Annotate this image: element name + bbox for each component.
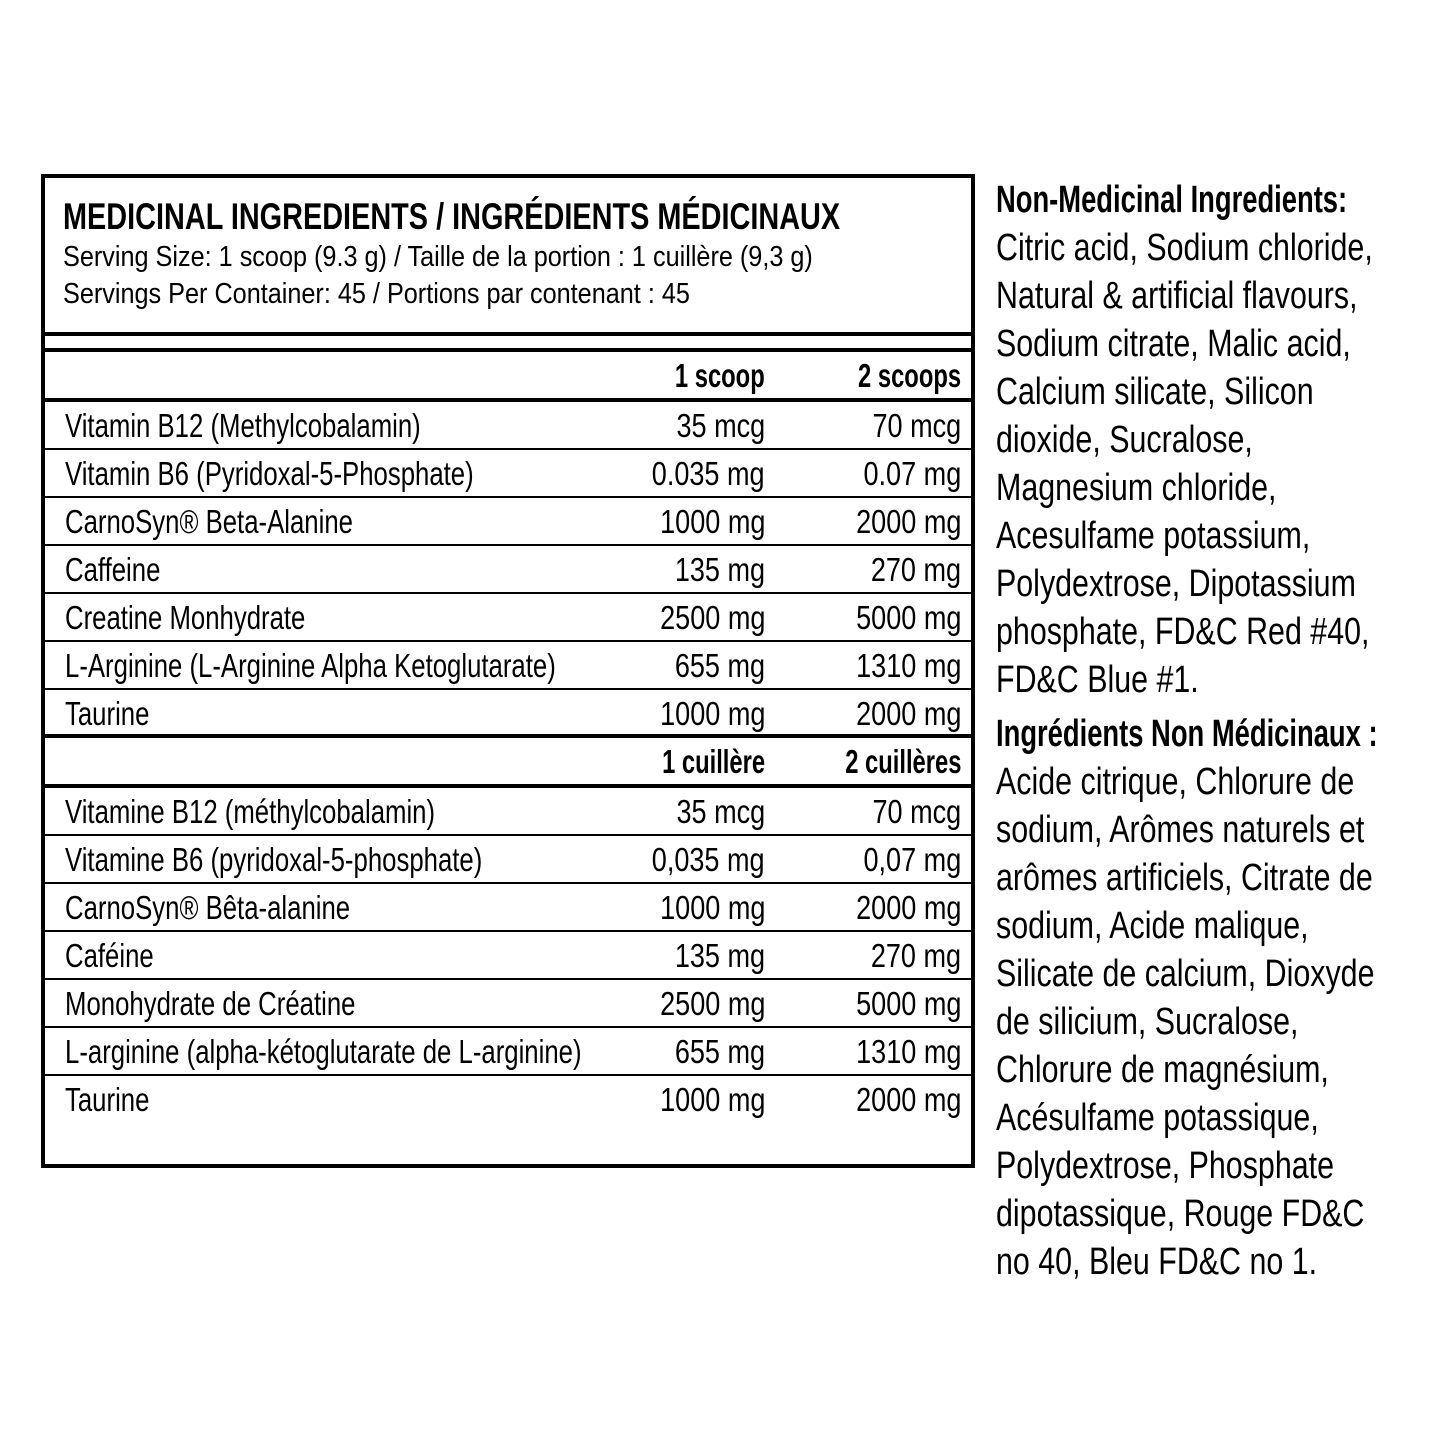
amount-per-1: 1000 mg [659, 1081, 765, 1118]
column-1-scoop: 1 scoop [675, 357, 765, 394]
table-row [45, 788, 971, 836]
ingredient-name: Monohydrate de Créatine [65, 985, 356, 1022]
ingredient-name: L-Arginine (L-Arginine Alpha Ketoglutarate) [65, 647, 556, 684]
amount-per-1: 1000 mg [659, 889, 765, 926]
amount-per-2: 270 mg [870, 937, 961, 974]
table-row [45, 594, 971, 642]
ingredient-name: Caffeine [65, 551, 161, 588]
column-1-cuillere: 1 cuillère [661, 743, 765, 780]
ingredient-name: CarnoSyn® Beta-Alanine [65, 503, 353, 540]
amount-per-1: 0,035 mg [652, 841, 765, 878]
amount-per-2: 0,07 mg [863, 841, 961, 878]
ingredient-name: Vitamin B12 (Methylcobalamin) [65, 407, 421, 444]
amount-per-1: 1000 mg [659, 503, 765, 540]
amount-per-1: 655 mg [674, 647, 765, 684]
amount-per-2: 2000 mg [855, 695, 961, 732]
serving-size: Serving Size: 1 scoop (9.3 g) / Taille de la portion : 1 cuillère (9,3 g) [63, 241, 813, 273]
amount-per-1: 1000 mg [659, 695, 765, 732]
ingredient-name: Caféine [65, 937, 154, 974]
servings-per-container: Servings Per Container: 45 / Portions par contenant : 45 [63, 278, 690, 310]
amount-per-2: 0.07 mg [863, 455, 961, 492]
amount-per-1: 2500 mg [659, 599, 765, 636]
ingredient-name: CarnoSyn® Bêta-alanine [65, 889, 351, 926]
table-row [45, 546, 971, 594]
column-2-scoops: 2 scoops [857, 357, 961, 394]
english-rows [45, 402, 971, 738]
french-rows [45, 788, 971, 1124]
ingredient-name: Vitamin B6 (Pyridoxal-5-Phosphate) [65, 455, 474, 492]
non-medicinal-heading-en: Non-Medicinal Ingredients: [996, 179, 1348, 221]
amount-per-1: 35 mcg [676, 407, 765, 444]
non-medicinal-text-fr: Acide citrique, Chlorure de sodium, Arômes naturels et arômes artificiels, Citrate de sodium, Acide malique, Silicate de calcium, Dioxyde de silicium, Sucralose, Chlorure de magnésium, Acésulfame potassique, Polydextrose, Phosphate dipotassique, Rouge FD&C no 40, Bleu FD&C no 1. [996, 761, 1375, 1283]
header-spacer [45, 336, 971, 352]
amount-per-1: 35 mcg [676, 793, 765, 830]
amount-per-1: 2500 mg [659, 985, 765, 1022]
non-medicinal-ingredients [996, 176, 1392, 1286]
amount-per-1: 135 mg [674, 551, 765, 588]
table-row [45, 932, 971, 980]
amount-per-1: 0.035 mg [652, 455, 765, 492]
ingredient-name: L-arginine (alpha-kétoglutarate de L-arginine) [65, 1033, 582, 1070]
amount-per-1: 135 mg [674, 937, 765, 974]
amount-per-2: 270 mg [870, 551, 961, 588]
ingredient-name: Taurine [65, 695, 150, 732]
amount-per-1: 655 mg [674, 1033, 765, 1070]
amount-per-2: 70 mcg [872, 793, 961, 830]
amount-per-2: 2000 mg [855, 1081, 961, 1118]
table-row [45, 498, 971, 546]
table-row [45, 642, 971, 690]
ingredient-name: Vitamine B12 (méthylcobalamin) [65, 793, 436, 830]
amount-per-2: 70 mcg [872, 407, 961, 444]
table-row [45, 450, 971, 498]
non-medicinal-heading-fr: Ingrédients Non Médicinaux : [996, 713, 1378, 755]
french-column-header [45, 738, 971, 788]
ingredient-name: Taurine [65, 1081, 150, 1118]
table-row [45, 836, 971, 884]
table-title: MEDICINAL INGREDIENTS / INGRÉDIENTS MÉDICINAUX [63, 196, 841, 237]
amount-per-2: 2000 mg [855, 889, 961, 926]
table-row [45, 980, 971, 1028]
amount-per-2: 1310 mg [855, 1033, 961, 1070]
table-row [45, 690, 971, 738]
non-medicinal-text-en: Citric acid, Sodium chloride, Natural & artificial flavours, Sodium citrate, Malic acid, Calcium silicate, Silicon dioxide, Sucralose, Magnesium chloride, Acesulfame potassium, Polydextrose, Dipotassium phosphate, FD&C Red #40, FD&C Blue #1. [996, 227, 1373, 701]
table-row [45, 402, 971, 450]
column-2-cuilleres: 2 cuillères [844, 743, 961, 780]
ingredient-name: Creatine Monhydrate [65, 599, 306, 636]
ingredient-name: Vitamine B6 (pyridoxal-5-phosphate) [65, 841, 483, 878]
medicinal-ingredients-table [41, 174, 975, 1168]
amount-per-2: 5000 mg [855, 599, 961, 636]
amount-per-2: 5000 mg [855, 985, 961, 1022]
table-row [45, 1076, 971, 1124]
amount-per-2: 1310 mg [855, 647, 961, 684]
table-header [45, 178, 971, 336]
amount-per-2: 2000 mg [855, 503, 961, 540]
table-row [45, 884, 971, 932]
english-column-header [45, 352, 971, 402]
table-row [45, 1028, 971, 1076]
